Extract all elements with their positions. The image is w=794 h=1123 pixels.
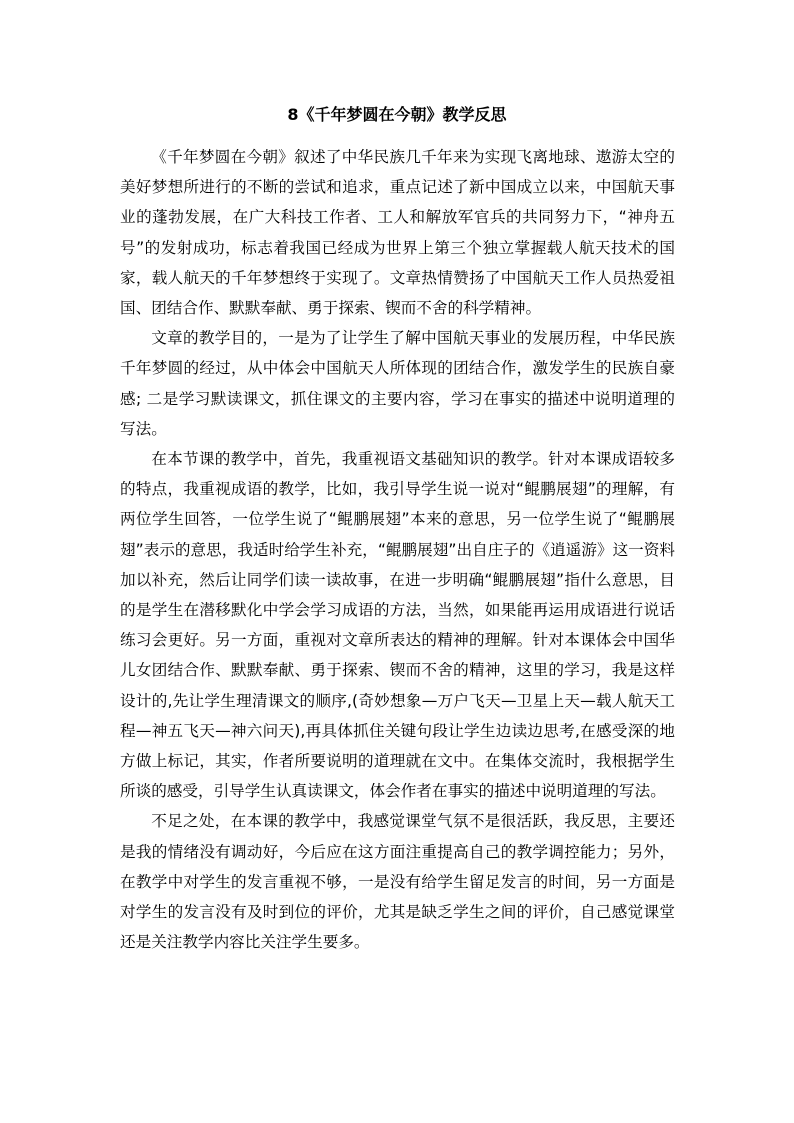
paragraph-shortcomings: 不足之处，在本课的教学中，我感觉课堂气氛不是很活跃，我反思，主要还是我的情绪没有调动好，今后应在这方面注重提高自己的教学调控能力；另外，在教学中对学生的发言重视不够，一是没有给学生留足发言的时间，另一方面是对学生的发言没有及时到位的评价，尤其是缺乏学生之间的评价，自己感觉课堂还是关注教学内容比关注学生要多。 xyxy=(120,812,675,952)
document-body xyxy=(120,142,675,957)
document-title: 8《千年梦圆在今朝》教学反思 xyxy=(287,105,507,124)
paragraph-teaching-goals: 文章的教学目的，一是为了让学生了解中国航天事业的发展历程，中华民族千年梦圆的经过，从中体会中国航天人所体现的团结合作，激发学生的民族自豪感; 二是学习默读课文，抓住课文的主要内容，学习在事实的描述中说明道理的写法。 xyxy=(120,329,675,438)
paragraph-lesson-process: 在本节课的教学中，首先，我重视语文基础知识的教学。针对本课成语较多的特点，我重视成语的教学，比如，我引导学生说一说对“鲲鹏展翅”的理解，有两位学生回答，一位学生说了“鲲鹏展翅”本来的意思，另一位学生说了“鲲鹏展翅”表示的意思，我适时给学生补充，“鲲鹏展翅”出自庄子的《逍遥游》这一资料加以补充，然后让同学们读一读故事，在进一步明确“鲲鹏展翅”指什么意思，目的是学生在潜移默化中学会学习成语的方法，当然，如果能再运用成语进行说话练习会更好。另一方面，重视对文章所表达的精神的理解。针对本课体会中国华儿女团结合作、默默奉献、勇于探索、锲而不舍的精神，这里的学习，我是这样设计的,先让学生理清课文的顺序,(奇妙想象—万户飞天—卫星上天—载人航天工程—神五飞天—神六问天),再具体抓住关键句段让学生边读边思考,在感受深的地方做上标记，其实，作者所要说明的道理就在文中。在集体交流时，我根据学生所谈的感受，引导学生认真读课文，体会作者在事实的描述中说明道理的写法。 xyxy=(120,450,675,801)
paragraph-summary: 《千年梦圆在今朝》叙述了中华民族几千年来为实现飞离地球、遨游太空的美好梦想所进行的不断的尝试和追求，重点记述了新中国成立以来，中国航天事业的蓬勃发展，在广大科技工作者、工人和解放军官兵的共同努力下，“神舟五号”的发射成功，标志着我国已经成为世界上第三个独立掌握载人航天技术的国家，载人航天的千年梦想终于实现了。文章热情赞扬了中国航天工作人员热爱祖国、团结合作、默默奉献、勇于探索、锲而不舍的科学精神。 xyxy=(120,148,675,318)
